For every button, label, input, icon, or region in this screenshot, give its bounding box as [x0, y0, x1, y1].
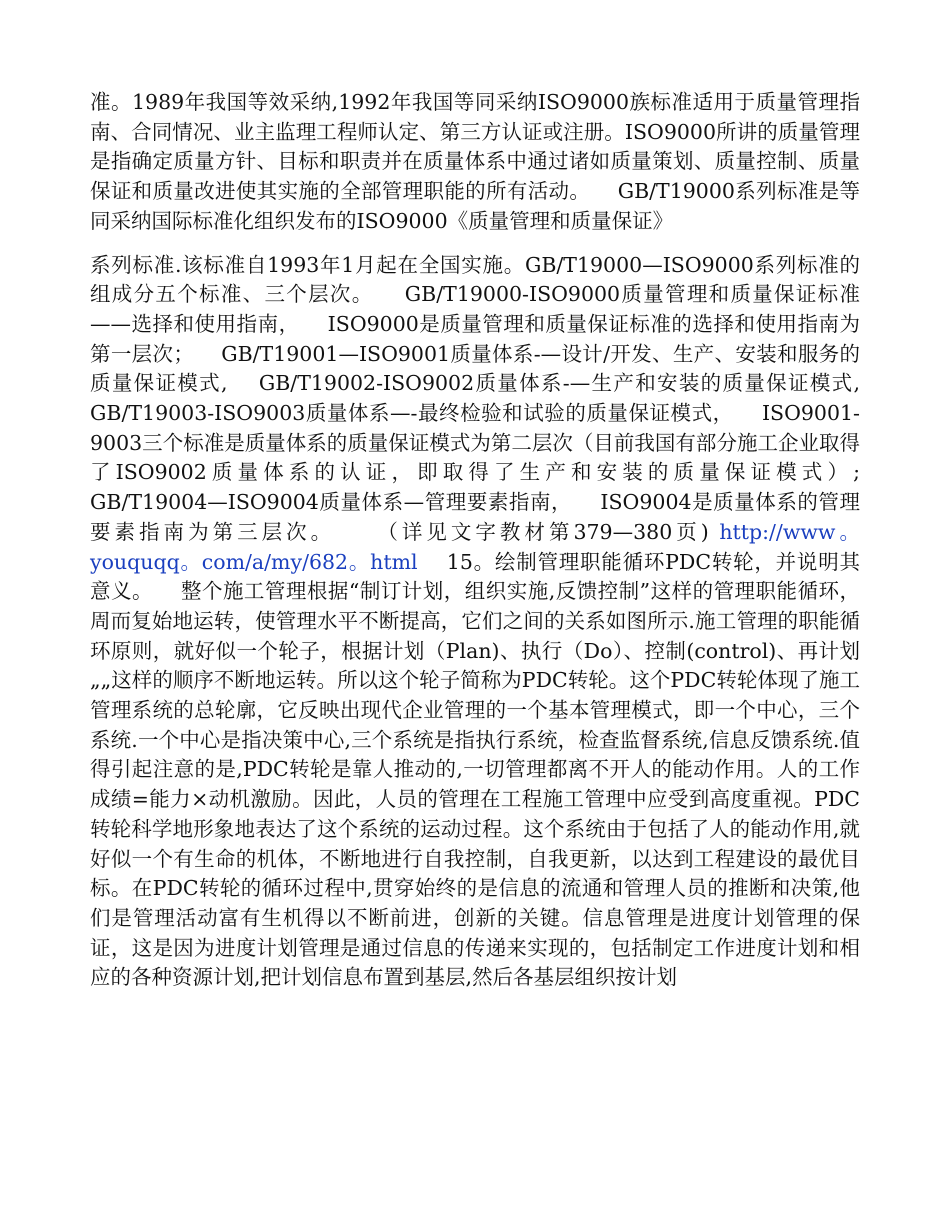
paragraph-text-before-link: 系列标准.该标准自1993年1月起在全国实施。GB/T19000—ISO9000系列标准的组成分五个标准、三个层次。 GB/T19000-ISO9000质量管理和质量保证标准——选择和使用指南， ISO9000是质量管理和质量保证标准的选择和使用指南为第一层次； GB/T19001—ISO9001质量体系-—设计/开发、生产、安装和服务的质量保证模式, GB/T19002-ISO9002质量体系-—生产和安装的质量保证模式, GB/T19003-ISO9003质量体系—-最终检验和试验的质量保证模式， ISO9001-9003三个标准是质量体系的质量保证模式为第二层次（目前我国有部分施工企业取得了ISO9002质量体系的认证，即取得了生产和安装的质量保证模式）; GB/T19004—ISO9004质量体系—管理要素指南， ISO9004是质量体系的管理要素指南为第三层次。 （详见文字教材第379—380页)	[90, 252, 887, 544]
paragraph-text-after-link: 15。绘制管理职能循环PDC转轮，并说明其意义。 整个施工管理根据“制订计划，组织实施,反馈控制”这样的管理职能循环，周而复始地运转，使管理水平不断提高，它们之间的关系如图所示.施工管理的职能循环原则，就好似一个轮子，根据计划（Plan)、执行（Do）、控制(control)、再计划„„这样的顺序不断地运转。所以这个轮子简称为PDC转轮。这个PDC转轮体现了施工管理系统的总轮廓，它反映出现代企业管理的一个基本管理模式，即一个中心，三个系统.一个中心是指决策中心,三个系统是指执行系统，检查监督系统,信息反馈系统.值得引起注意的是,PDC转轮是靠人推动的,一切管理都离不开人的能动作用。人的工作成绩=能力×动机激励。因此，人员的管理在工程施工管理中应受到高度重视。PDC转轮科学地形象地表达了这个系统的运动过程。这个系统由于包括了人的能动作用,就好似一个有生命的机体，不断地进行自我控制，自我更新，以达到工程建设的最优目标。在PDC转轮的循环过程中,贯穿始终的是信息的流通和管理人员的推断和决策,他们是管理活动富有生机得以不断前进，创新的关键。信息管理是进度计划管理的保证，这是因为进度计划管理是通过信息的传递来实现的，包括制定工作进度计划和相应的各种资源计划,把计划信息布置到基层,然后各基层组织按计划	[90, 549, 860, 990]
paragraph-standards-and-pdc	[90, 251, 887, 994]
paragraph-iso9000-intro: 准。1989年我国等效采纳,1992年我国等同采纳ISO9000族标准适用于质量管理指南、合同情况、业主监理工程师认定、第三方认证或注册。ISO9000所讲的质量管理是指确定质量方针、目标和职责并在质量体系中通过诸如质量策划、质量控制、质量保证和质量改进使其实施的全部管理职能的所有活动。 GB/T19000系列标准是等同采纳国际标准化组织发布的ISO9000《质量管理和质量保证》	[90, 90, 860, 233]
reference-link[interactable]: http://www。youquqq。com/a/my/682。html	[90, 519, 860, 574]
document-page	[90, 88, 887, 993]
